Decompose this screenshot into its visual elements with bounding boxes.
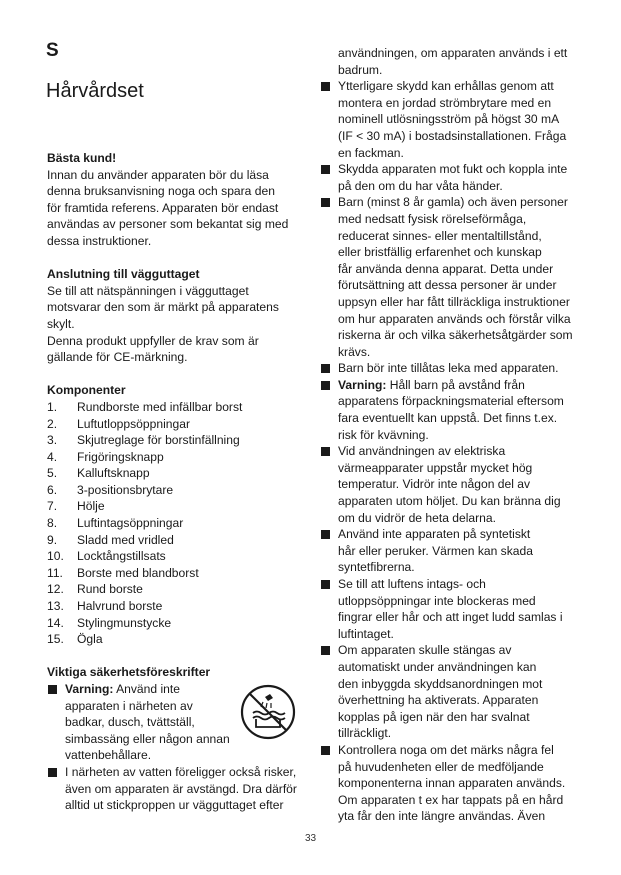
list-item: 11. Borste med blandborst — [47, 565, 199, 580]
list-item: 1. Rundborste med infällbar borst — [47, 399, 243, 414]
safety-bullet: Se till att luftens intags- och utloppsöppningar inte blockeras med fingrar eller hår och att inget ludd samlas i luftintaget. — [320, 576, 582, 642]
list-item: 15. Ögla — [47, 632, 103, 647]
language-code: S — [46, 40, 59, 61]
safety-bullet: Barn bör inte tillåtas leka med apparaten. — [320, 360, 582, 377]
warning-block — [47, 681, 307, 764]
intro-heading: Bästa kund! — [47, 151, 117, 165]
warning-bullet-2 — [320, 377, 582, 443]
safety-bullet: Barn (minst 8 år gamla) och även personer med nedsatt fysisk rörelseförmåga, reducerat sinnes- eller mentaltillstånd, eller bristfällig erfarenhet och kunskap får använda denna apparat. Detta under förutsättning att dessa personer är under uppsyn eller har fått tillräckliga instruktioner om hur apparaten används och förstår vilka riskerna är och vilka säkerhetsåtgärder som krävs. — [320, 194, 582, 360]
warning-label: Varning: — [65, 682, 114, 696]
page-title: Hårvårdset — [46, 80, 144, 102]
warning-text: Håll barn på avstånd från apparatens förpackningsmaterial eftersom fara eventuellt kan uppstå. Det finns t.ex. risk för kvävning. — [338, 377, 564, 442]
components-list — [47, 399, 307, 648]
safety-bullet: Om apparaten skulle stängas av automatiskt under användningen kan den inbyggda skyddsanordningen mot överhettning ha aktiverats. Apparaten kopplas på igen när den har svalnat tillräckligt. — [320, 642, 582, 742]
safety-bullet: Ytterligare skydd kan erhållas genom att montera en jordad strömbrytare med en nominell utlösningsström på högst 30 mA (IF < 30 mA) i bostadsinstallationen. Fråga en fackman. — [320, 78, 582, 161]
page-number: 33 — [304, 833, 317, 844]
list-item: 13. Halvrund borste — [47, 599, 163, 614]
left-column — [47, 150, 307, 814]
safety-bullet: Skydda apparaten mot fukt och koppla inte på den om du har våta händer. — [320, 161, 582, 194]
connection-heading: Anslutning till vägguttaget — [47, 267, 200, 282]
connection-text-1: Se till att nätspänningen i vägguttaget motsvarar den som är märkt på apparatens skylt. — [47, 283, 279, 331]
right-column — [320, 45, 582, 825]
no-water-bath-icon — [239, 683, 297, 741]
safety-bullet: Vid användningen av elektriska värmeapparater uppstår mycket hög temperatur. Vidrör inte någon del av apparaten utom höljet. Du kan bränna dig om du vidrör de heta delarna. — [320, 443, 582, 526]
safety-bullet: Använd inte apparaten på syntetiskt hår eller peruker. Värmen kan skada syntetfibrerna. — [320, 526, 582, 576]
warning-bullet — [47, 681, 237, 764]
list-item: 2. Luftutloppsöppningar — [47, 416, 190, 431]
safety-bullet: I närheten av vatten föreligger också risker, även om apparaten är avstängd. Dra därför alltid ut stickproppen ur vägguttaget efter — [47, 764, 307, 814]
components-heading: Komponenter — [47, 383, 126, 398]
list-item: 8. Luftintagsöppningar — [47, 516, 184, 531]
list-item: 6. 3-positionsbrytare — [47, 482, 174, 497]
list-item: 9. Sladd med vridled — [47, 532, 174, 547]
list-item: 4. Frigöringsknapp — [47, 449, 164, 464]
safety-bullet: Kontrollera noga om det märks några fel på huvudenheten eller de medföljande komponenterna innan apparaten används. Om apparaten t ex har tappats på en hård yta får den inte längre användas. Även — [320, 742, 582, 825]
list-item: 12. Rund borste — [47, 582, 143, 597]
connection-text-2: Denna produkt uppfyller de krav som är gällande för CE-märkning. — [47, 333, 259, 365]
list-item: 3. Skjutreglage för borstinfällning — [47, 433, 240, 448]
list-item: 7. Hölje — [47, 499, 105, 514]
warning-label: Varning: — [338, 377, 387, 392]
warning-text: Använd inte apparaten i närheten av badkar, dusch, tvättställ, simbassäng eller någon annan vattenbehållare. — [65, 682, 230, 763]
intro-text: Innan du använder apparaten bör du läsa denna bruksanvisning noga och spara den för framtida referens. Apparaten bör endast användas av personer som bekantat sig med dessa instruktioner. — [47, 167, 289, 248]
list-item: 14. Stylingmunstycke — [47, 615, 172, 630]
continuation-text: användningen, om apparaten används i ett badrum. — [338, 46, 568, 77]
list-item: 5. Kalluftsknapp — [47, 466, 150, 481]
safety-heading: Viktiga säkerhetsföreskrifter — [47, 665, 211, 680]
list-item: 10. Locktångstillsats — [47, 549, 166, 564]
